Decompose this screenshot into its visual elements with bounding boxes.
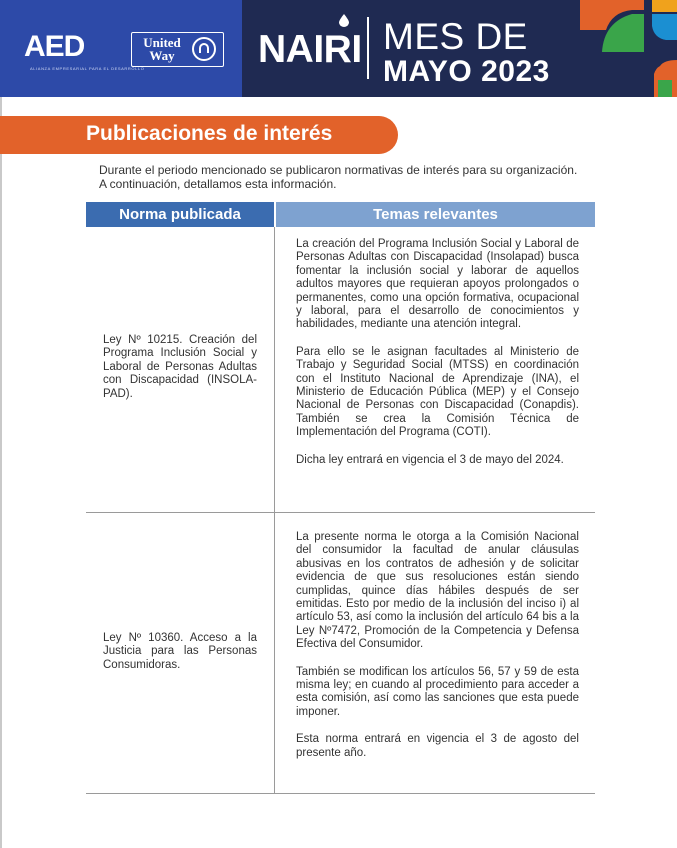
row-1-paragraph-3: Dicha ley entrará en vigencia el 3 de mayo del 2024. [296,453,564,466]
aed-logo [24,30,84,64]
united-way-wordmark [137,36,187,62]
table-row-1-norma: Ley Nº 10215. Creación del Programa Inclusión Social y Laboral de Personas Adultas con Discapacidad (INSOLA-PAD). [103,334,257,400]
table-row-1-temas [296,238,579,481]
row-2-paragraph-2: También se modifican los artículos 56, 57 y 59 de esta misma ley; en cuando al procedimiento para acceder a esta comisión, así como las sanciones que esta puede imponer. [296,665,579,718]
intro-line-2: A continuación, detallamos esta información. [99,177,337,191]
table-bottom-border [86,793,595,794]
month-line1: MES DE [383,16,528,57]
united-way-line1: United [143,35,181,50]
nairi-brand: NAIRI [258,28,362,71]
row-1-paragraph-2: Para ello se le asignan facultades al Ministerio de Trabajo y Seguridad Social (MTSS) en coordinación con el Instituto Nacional de Aprendizaje (INA), el Ministerio de Educación Pública (MEP) y el Consejo Nacional de Personas con Discapacidad (Conapdis). También se crea la Comisión Técnica de Implementación del Programa (COTI). [296,345,579,439]
section-intro [99,163,599,191]
header-divider [367,17,369,79]
aed-tagline: ALIANZA EMPRESARIAL PARA EL DESARROLLO [30,66,145,71]
intro-line-1: Durante el periodo mencionado se publicaron normativas de interés para su organización. [99,163,578,177]
section-title: Publicaciones de interés [86,122,333,145]
aed-logo-text: AED [24,30,85,63]
table-row-2-norma: Ley Nº 10360. Acceso a la Justicia para las Personas Consumidoras. [103,632,257,671]
row-2-paragraph-3: Esta norma entrará en vigencia el 3 de agosto del presente año. [296,733,579,759]
row-2-paragraph-1: La presente norma le otorga a la Comisión Nacional del consumidor la facultad de anular cláusulas abusivas en los contratos de adhesión y de solicitar evidencia de que sus resoluciones están siendo cumplidas, quince días hábiles después de ser emitidas. Esto por medio de la inclusión del inciso i) al artículo 53, así como la inclusión del artículo 64 bis a la Ley Nº7472, Promoción de la Competencia y Defensa Efectiva del Consumidor. [296,531,579,651]
united-way-logo [131,32,224,67]
table-row-divider [86,512,595,513]
month-line2: MAYO 2023 [383,55,550,88]
partner-logos-panel [0,0,242,97]
nairi-drop-icon [339,14,349,27]
page-header [0,0,677,97]
table-header-temas-label: Temas relevantes [373,206,498,223]
table-header-norma-label: Norma publicada [119,206,241,223]
united-way-hand-icon [192,37,216,61]
united-way-line2: Way [149,48,175,63]
row-1-paragraph-1: La creación del Programa Inclusión Social y Laboral de Personas Adultas con Discapacidad (Insolapad) busca fomentar la inclusión social y laborar de aquellos adultos mayores que requieran apoyos prolongados o permanentes, como una opción formativa, ocupacional y laboral, para el desarrollo de conocimientos y habilidades, mediante una atención integral. [296,238,579,331]
table-header-temas [276,202,595,227]
table-column-divider [274,227,275,794]
decorative-corner-shapes [572,0,677,97]
table-row-2-temas [296,531,579,774]
table-header-norma [86,202,274,227]
